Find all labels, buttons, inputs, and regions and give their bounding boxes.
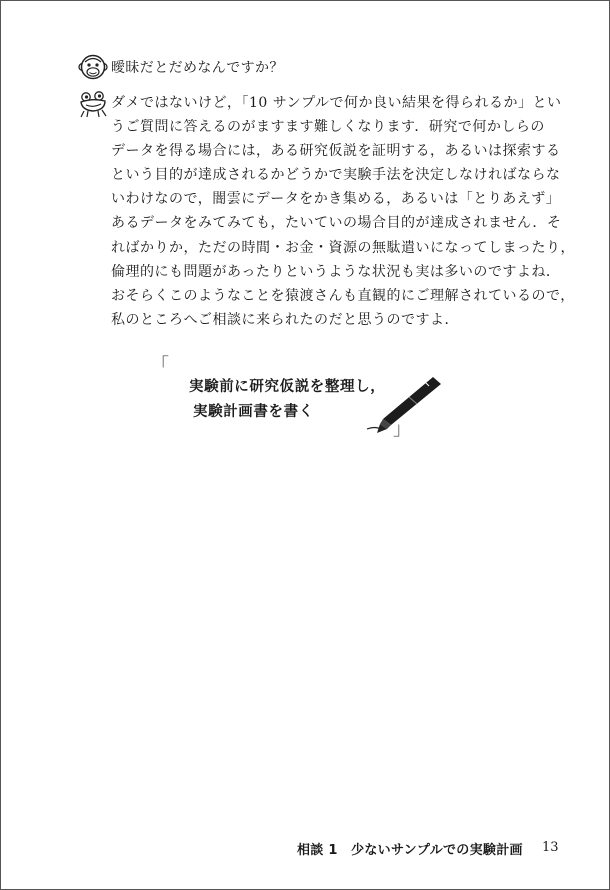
answer-line: おそらくこのようなことを猿渡さんも直観的にご理解されているので，: [111, 287, 575, 304]
answer-line: ればかりか，ただの時間・お金・資源の無駄遣いになってしまったり，: [111, 239, 575, 256]
answer-line: データを得る場合には，ある研究仮説を証明する，あるいは探索する: [111, 143, 561, 160]
answer-line: いわけなので，闇雲にデータをかき集める，あるいは「とりあえず」: [111, 191, 561, 208]
answer-line: うご質問に答えるのがますます難しくなります．研究で何かしらの: [111, 119, 545, 136]
key-point-callout: [151, 353, 451, 443]
running-footer-title: 相談 1 少ないサンプルでの実験計画: [297, 843, 523, 858]
open-bracket: 「: [151, 355, 169, 376]
answer-line: ダメではないけど，「10 サンプルで何か良い結果を得られるか」とい: [111, 95, 562, 111]
page-number: 13: [542, 840, 559, 855]
frog-icon: [78, 89, 108, 119]
answer-paragraph: [111, 91, 575, 332]
answer-line: 倫理的にも問題があったりというような状況も実は多いのですよね．: [111, 263, 561, 280]
monkey-icon: [78, 53, 108, 83]
answer-line: あるデータをみてみても，たいていの場合目的が達成されません．そ: [111, 215, 562, 232]
callout-line-2: 実験計画書を書く: [193, 404, 314, 420]
question-text: 曖昧だとだめなんですか？: [111, 60, 284, 76]
answer-line: という目的が達成されるかどうかで実験手法を決定しなければならな: [111, 167, 561, 184]
answer-line: 私のところへご相談に来られたのだと思うのですよ．: [111, 311, 459, 328]
close-bracket: 」: [393, 419, 411, 440]
callout-line-1: 実験前に研究仮説を整理し，: [189, 379, 386, 395]
